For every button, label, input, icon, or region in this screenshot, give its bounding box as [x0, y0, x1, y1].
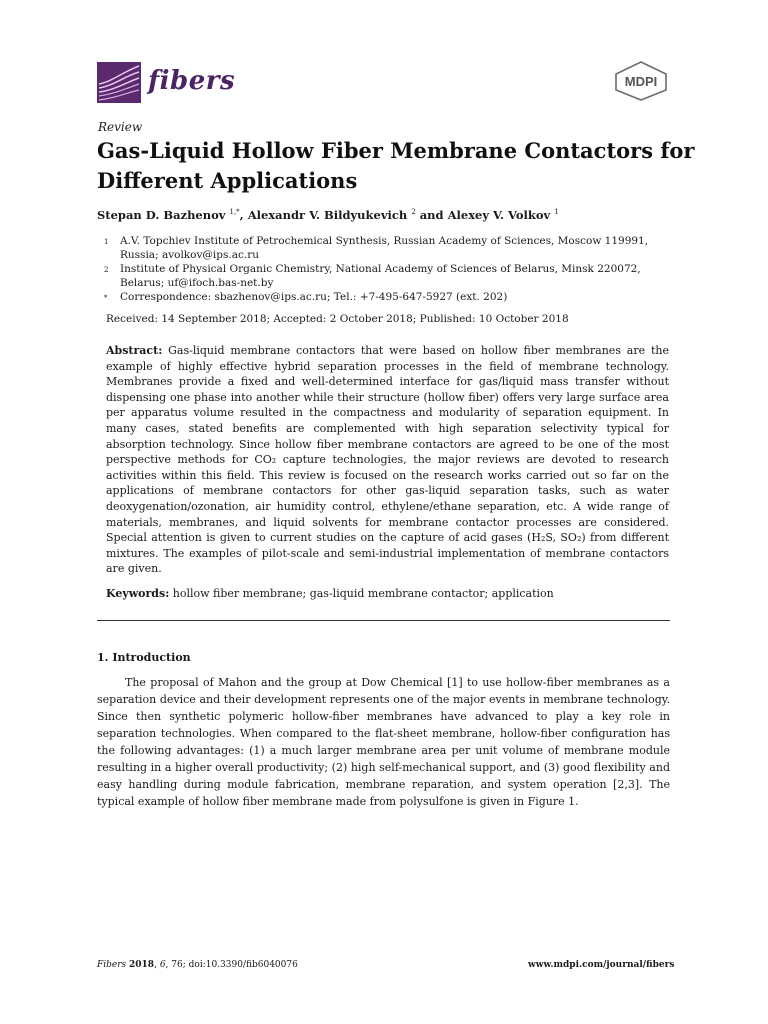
journal-logo-icon [97, 62, 141, 103]
affiliation-mark: 2 [104, 266, 109, 274]
journal-url-link[interactable]: www.mdpi.com/journal/fibers [528, 960, 675, 970]
abstract-label: Abstract: [106, 344, 163, 357]
footer-year: 2018 [129, 960, 155, 970]
publisher-logo [612, 60, 670, 102]
journal-name: fibers [148, 66, 236, 96]
section-heading: 1. Introduction [97, 651, 191, 664]
abstract-text: Gas-liquid membrane contactors that were based on hollow fiber membranes are the example of highly effective hybrid separation processes in the field of membrane technology. Membranes provide a fixed and well-determined interface for gas/liquid mass transfer without dispensing one phase into another while their structure (hollow fiber) offers very large surface area per apparatus volume resulted in the compactness and modularity of separation equipment. In many cases, stated benefits are complemented with high separation selectivity typical for absorption technology. Since hollow fiber membrane contactors are agreed to be one of the most perspective methods for CO₂ capture technologies, the major reviews are devoted to research activities within this field. This review is focused on the research works carried out so far on the applications of membrane contactors for other gas-liquid separation tasks, such as water deoxygenation/ozonation, air humidity control, ethylene/ethane separation, etc. A wide range of materials, membranes, and liquid solvents for membrane contactor processes are considered. Special attention is given to current studies on the capture of acid gases (H₂S, SO₂) from different mixtures. The examples of pilot-scale and semi-industrial implementation of membrane contactors are given. [106, 344, 669, 576]
affiliation-item [104, 290, 674, 305]
author-list: Stepan D. Bazhenov $^{1,*}$, Alexandr V. Bildyukevich $^2$ and Alexey V. Volkov $^1$ [97, 208, 559, 222]
article-type: Review [98, 120, 143, 134]
publication-dates: Received: 14 September 2018; Accepted: 2 October 2018; Published: 10 October 2018 [106, 313, 569, 325]
author-name: Alexey V. Volkov [447, 208, 551, 222]
paper-title: Gas-Liquid Hollow Fiber Membrane Contactors for Different Applications [97, 138, 695, 193]
affiliation-text: Institute of Physical Organic Chemistry, National Academy of Sciences of Belarus, Minsk 220072, Belarus; uf@ifoch.bas-net.by [120, 263, 641, 289]
footer-citation: Fibers 2018, 6, 76; doi:10.3390/fib6040076 [97, 960, 298, 970]
affiliations [104, 234, 674, 305]
introduction-text: The proposal of Mahon and the group at Dow Chemical [1] to use hollow-fiber membranes as a separation device and their development represents one of the major events in membrane technology. Since then synthetic polymeric hollow-fiber membranes have advanced to play a key role in separation technologies. When compared to the flat-sheet membrane, hollow-fiber configuration has the following advantages: (1) a much larger membrane area per unit volume of membrane module resulting in a higher overall productivity; (2) high self-mechanical support, and (3) good flexibility and easy handling during module fabrication, membrane reparation, and system operation [2,3]. The typical example of hollow fiber membrane made from polysulfone is given in Figure 1. [97, 676, 670, 808]
keywords-label: Keywords: [106, 587, 170, 600]
footer-journal: Fibers [97, 960, 127, 970]
abstract [106, 343, 669, 577]
affiliation-text: A.V. Topchiev Institute of Petrochemical Synthesis, Russian Academy of Sciences, Moscow 119991, Russia; avolkov@ips.ac.ru [120, 235, 649, 261]
footer-doi: doi:10.3390/fib6040076 [188, 960, 298, 970]
footer-volume: 6 [159, 960, 166, 970]
author-name: Alexandr V. Bildyukevich [247, 208, 408, 222]
author-affil-mark: 1 [554, 208, 559, 217]
affiliation-mark: 1 [104, 238, 109, 246]
keywords-text: hollow fiber membrane; gas-liquid membrane contactor; application [172, 587, 554, 600]
footer-page: 76 [171, 960, 183, 970]
affiliation-item [104, 234, 674, 262]
correspondence-text: Correspondence: sbazhenov@ips.ac.ru; Tel.: +7-495-647-5927 (ext. 202) [120, 291, 508, 303]
publisher-name: MDPI [624, 74, 658, 89]
affiliation-mark: * [104, 294, 108, 302]
author-affil-mark: 1,* [229, 208, 240, 217]
affiliation-item [104, 262, 674, 290]
section-divider [97, 620, 670, 621]
author-name: Stepan D. Bazhenov [97, 208, 226, 222]
author-affil-mark: 2 [411, 208, 416, 217]
keywords [106, 587, 669, 600]
